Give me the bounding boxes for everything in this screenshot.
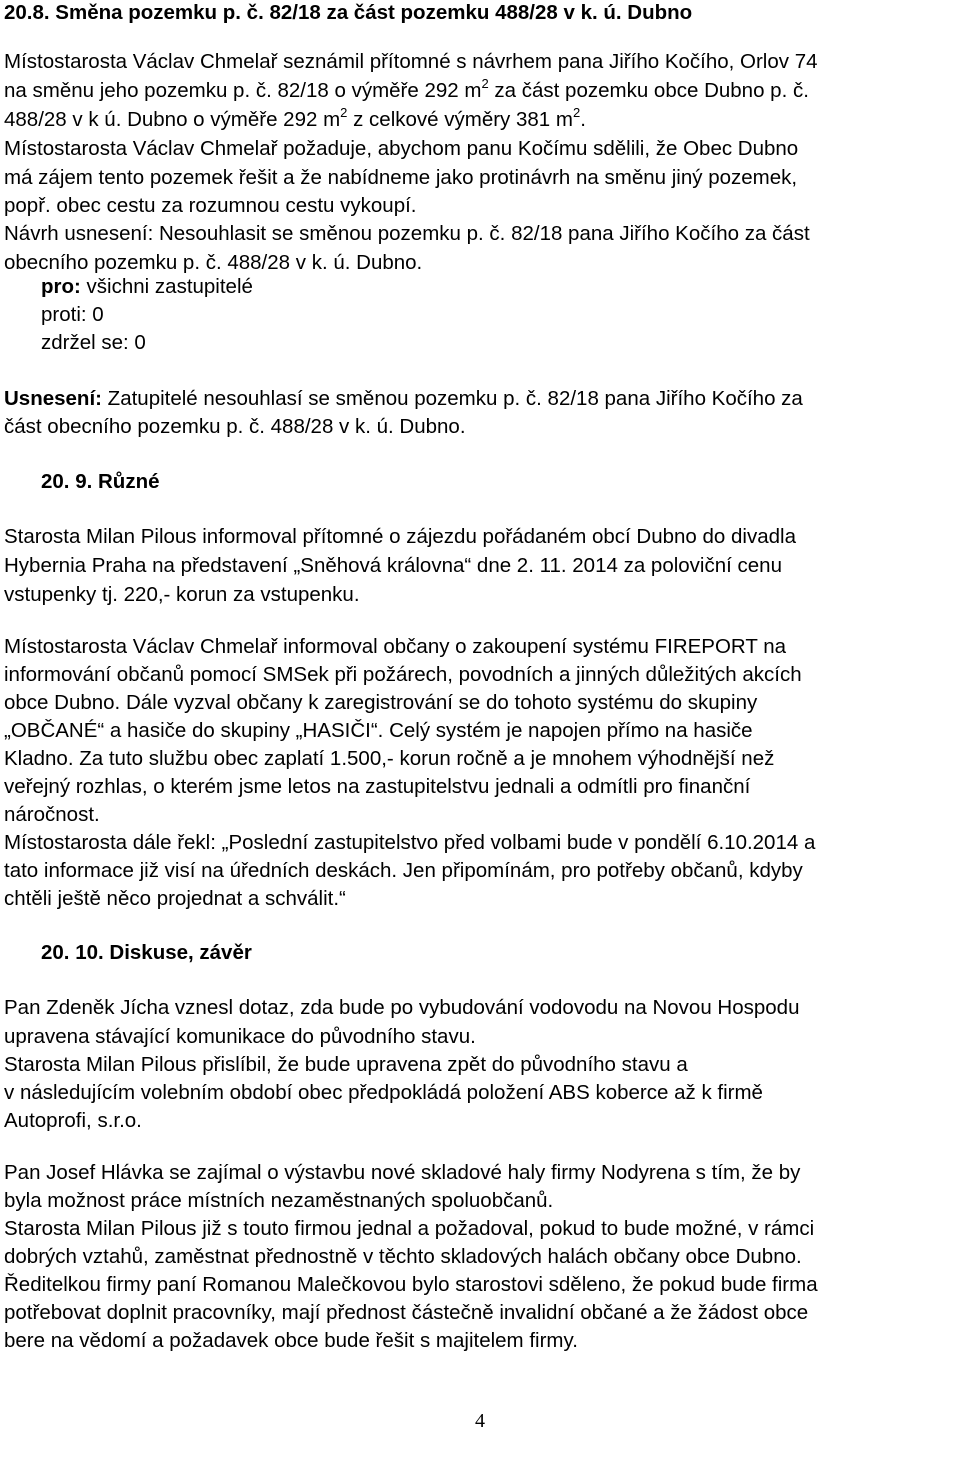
paragraph-line: Hybernia Praha na představení „Sněhová královna“ dne 2. 11. 2014 za poloviční cenu bbox=[4, 554, 782, 577]
paragraph-line: informování občanů pomocí SMSek při požárech, povodních a jinných důležitých akcích bbox=[4, 663, 802, 686]
paragraph-line: Místostarosta Václav Chmelař seznámil přítomné s návrhem pana Jiřího Kočího, Orlov 74 bbox=[4, 50, 818, 73]
paragraph-line bbox=[4, 107, 586, 133]
paragraph-line: Autoprofi, s.r.o. bbox=[4, 1109, 142, 1132]
paragraph-line: Pan Josef Hlávka se zajímal o výstavbu nové skladové haly firmy Nodyrena s tím, že by bbox=[4, 1161, 801, 1184]
paragraph-line: Kladno. Za tuto službu obec zaplatí 1.500,- korun ročně a je mnohem výhodnější než bbox=[4, 747, 775, 770]
resolution-label: Usnesení: bbox=[4, 387, 102, 410]
superscript: 2 bbox=[340, 105, 348, 120]
paragraph-line: „OBČANÉ“ a hasiče do skupiny „HASIČI“. Celý systém je napojen přímo na hasiče bbox=[4, 719, 753, 742]
vote-pro bbox=[41, 274, 253, 300]
paragraph-line: Starosta Milan Pilous přislíbil, že bude upravena zpět do původního stavu a bbox=[4, 1053, 688, 1076]
superscript: 2 bbox=[572, 105, 581, 120]
section-heading-20-10: 20. 10. Diskuse, závěr bbox=[41, 941, 252, 964]
paragraph-line: Starosta Milan Pilous informoval přítomné o zájezdu pořádaném obcí Dubno do divadla bbox=[4, 525, 796, 548]
text-run: z celkové výměry 381 m bbox=[347, 108, 573, 131]
text-run: na směnu jeho pozemku p. č. 82/18 o výměře 292 m bbox=[4, 79, 482, 102]
section-heading-20-9 bbox=[41, 469, 160, 495]
paragraph-line: popř. obec cestu za rozumnou cestu vykoupí. bbox=[4, 194, 417, 217]
paragraph-line: upravena stávající komunikace do původního stavu. bbox=[4, 1025, 476, 1048]
paragraph-line: dobrých vztahů, zaměstnat přednostně v těchto skladových halách občany obce Dubno. bbox=[4, 1245, 802, 1268]
paragraph-line: Místostarosta Václav Chmelař informoval občany o zakoupení systému FIREPORT na bbox=[4, 635, 786, 658]
paragraph-line: obce Dubno. Dále vyzval občany k zaregistrování se do tohoto systému do skupiny bbox=[4, 691, 758, 714]
section-number: 20. 9. bbox=[41, 470, 93, 493]
paragraph-line: Místostarosta dále řekl: „Poslední zastupitelstvo před volbami bude v pondělí 6.10.2014 a bbox=[4, 831, 816, 854]
vote-pro-value: všichni zastupitelé bbox=[80, 275, 253, 298]
paragraph-line bbox=[4, 78, 809, 104]
text-run: 488/28 v k ú. Dubno o výměře 292 m bbox=[4, 108, 341, 131]
paragraph-line: Místostarosta Václav Chmelař požaduje, abychom panu Kočímu sdělili, že Obec Dubno bbox=[4, 137, 799, 160]
paragraph-line: bere na vědomí a požadavek obce bude řešit s majitelem firmy. bbox=[4, 1329, 578, 1352]
paragraph-line: potřebovat doplnit pracovníky, mají přednost částečně invalidní občané a že žádost obce bbox=[4, 1301, 809, 1324]
paragraph-line: tato informace již visí na úředních deskách. Jen připomínám, pro potřeby občanů, kdyby bbox=[4, 859, 803, 882]
resolution-text: Zatupitelé nesouhlasí se směnou pozemku p. č. 82/18 pana Jiřího Kočího za bbox=[101, 387, 803, 410]
superscript: 2 bbox=[481, 76, 489, 91]
paragraph-line: vstupenky tj. 220,- korun za vstupenku. bbox=[4, 583, 360, 606]
section-title: Různé bbox=[98, 470, 160, 493]
vote-proti: proti: 0 bbox=[41, 303, 104, 326]
paragraph-line: Starosta Milan Pilous již s touto firmou jednal a požadoval, pokud to bude možné, v rámci bbox=[4, 1217, 815, 1240]
paragraph-line: náročnost. bbox=[4, 803, 100, 826]
paragraph-line: má zájem tento pozemek řešit a že nabídneme jako protinávrh na směnu jiný pozemek, bbox=[4, 166, 798, 189]
paragraph-line: obecního pozemku p. č. 488/28 v k. ú. Dubno. bbox=[4, 251, 423, 274]
paragraph-line: chtěli ještě něco projednat a schválit.“ bbox=[4, 887, 346, 910]
paragraph-line: byla možnost práce místních nezaměstnaných spoluobčanů. bbox=[4, 1189, 554, 1212]
text-run: . bbox=[580, 108, 586, 131]
page-number: 4 bbox=[475, 1410, 485, 1432]
text-run: za část pozemku obce Dubno p. č. bbox=[488, 79, 809, 102]
paragraph-line: Ředitelkou firmy paní Romanou Malečkovou bylo starostovi sděleno, že pokud bude firma bbox=[4, 1273, 818, 1296]
paragraph-line: v následujícím volebním období obec předpokládá položení ABS koberce až k firmě bbox=[4, 1081, 763, 1104]
resolution bbox=[4, 386, 803, 412]
vote-pro-label: pro: bbox=[41, 275, 81, 298]
paragraph-line: Pan Zdeněk Jícha vznesl dotaz, zda bude po vybudování vodovodu na Novou Hospodu bbox=[4, 996, 800, 1019]
paragraph-line: veřejný rozhlas, o kterém jsme letos na zastupitelstvu jednali a odmítli pro finanční bbox=[4, 775, 751, 798]
vote-zdrzel: zdržel se: 0 bbox=[41, 331, 146, 354]
section-heading-20-8: 20.8. Směna pozemku p. č. 82/18 za část pozemku 488/28 v k. ú. Dubno bbox=[4, 1, 693, 24]
paragraph-line: Návrh usnesení: Nesouhlasit se směnou pozemku p. č. 82/18 pana Jiřího Kočího za část bbox=[4, 222, 810, 245]
paragraph-line: část obecního pozemku p. č. 488/28 v k. ú. Dubno. bbox=[4, 415, 466, 438]
